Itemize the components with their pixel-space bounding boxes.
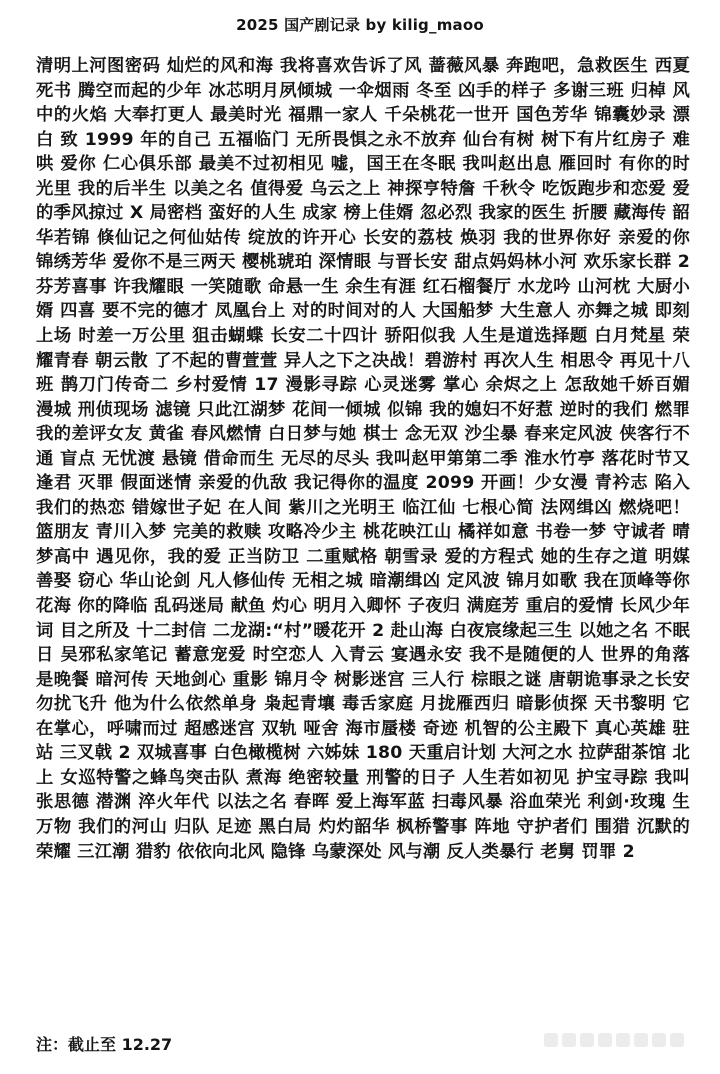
watermark-block: [652, 1033, 666, 1047]
drama-list: 清明上河图密码 灿烂的风和海 我将喜欢告诉了风 蔷薇风暴 奔跑吧，急救医生 西夏死书 腾空而起的少年 冰芯明月夙倾城 一伞烟雨 冬至 凶手的样子 多谢三班 归棹 风中的火焰 大奉打更人 最美时光 福鼎一家人 千朵桃花一世开 国色芳华 锦囊妙录 漂白 致 1999 年的自己 五福临门 无所畏惧之永不放弃 仙台有树 树下有片红房子 难哄 爱你 仁心俱乐部 最美不过初相见 嘘，国王在冬眠 我叫赵出息 雁回时 有你的时光里 我的后半生 以美之名 值得爱 乌云之上 神探亨特詹 千秋令 吃饭跑步和恋爱 爱的季风掠过 X 局密档 蛮好的人生 成家 榜上佳婿 忽必烈 我家的医生 折腰 藏海传 韶华若锦 倏仙记之何仙姑传 绽放的许开心 长安的荔枝 焕羽 我的世界你好 亲爱的你 锦绣芳华 爱你不是三两天 樱桃琥珀 深情眼 与晋长安 甜点妈妈林小河 欢乐家长群 2 芬芳喜事 许我耀眼 一笑随歌 命悬一生 余生有涯 红石榴餐厅 水龙吟 山河枕 大厨小婿 四喜 要不完的德才 凤凰台上 对的时间对的人 大国船梦 大生意人 亦舞之城 即刻上场 时差一万公里 狙击蝴蝶 长安二十四计 骄阳似我 人生是道选择题 白月梵星 荣耀青春 朝云散 了不起的曹萱萱 异人之下之决战！碧游村 再次人生 相思令 再见十八班 鹊刀门传奇二 乡村爱情 17 漫影寻踪 心灵迷雾 掌心 余烬之上 怎敌她千娇百媚 漫城 刑侦现场 滤镜 只此江湖梦 花间一倾城 似锦 我的媳妇不好惹 逆时的我们 燃罪 我的差评女友 黄雀 春风燃情 白日梦与她 棋士 念无双 沙尘暴 春来定风波 侠客行不通 盲点 无忧渡 悬镜 借命而生 无尽的尽头 我叫赵甲第第二季 淮水竹亭 落花时节又逢君 灭罪 假面迷情 亲爱的仇敌 我记得你的温度 2099 开画！少女漫 青衿志 陷入我们的热恋 错嫁世子妃 在人间 紫川之光明王 临江仙 七根心简 法网缉凶 燃烧吧！篮朋友 青川入梦 完美的救赎 攻略冷少主 桃花映江山 橘祥如意 书卷一梦 守诚者 晴梦高中 遇见你，我的爱 正当防卫 二重赋格 朝雪录 爱的方程式 她的生存之道 明媒善娶 窃心 华山论剑 凡人修仙传 无相之城 暗潮缉凶 定风波 锦月如歌 我在顶峰等你 花海 你的降临 乱码迷局 献鱼 灼心 明月入卿怀 子夜归 满庭芳 重启的爱情 长风少年词 目之所及 十二封信 二龙湖:“村”暖花开 2 赴山海 白夜宸缘起三生 以她之名 不眠日 吴邪私家笔记 蓄意宠爱 时空恋人 入青云 宴遇永安 我不是随便的人 世界的角落是晚餐 暗河传 天地剑心 重影 锦月令 树影迷宫 三人行 棕眼之谜 唐朝诡事录之长安 勿扰飞升 他为什么依然单身 枭起青壤 毒舌家庭 月拢雁西归 暗影侦探 天书黎明 它在掌心，呼啸而过 超感迷宫 双轨 哑舍 海市蜃楼 奇迹 机智的公主殿下 真心英雄 驻站 三叉戟 2 双城喜事 白色橄榄树 六姊妹 180 天重启计划 大河之水 拉萨甜茶馆 北上 女巡特警之蜂鸟突击队 煮海 绝密较量 刑警的日子 人生若如初见 护宝寻踪 我叫张思德 潜渊 淬火年代 以法之名 春晖 爱上海军蓝 扫毒风暴 浴血荣光 利剑·玫瑰 生万物 我们的河山 归队 足迹 黑白局 灼灼韶华 枫桥警事 阵地 守护者们 围猎 沉默的荣耀 三江潮 猎豹 依依向北风 隐锋 乌蒙深处 风与潮 反人类暴行 老舅 罚罪 2: [36, 56, 690, 862]
watermark-block: [598, 1033, 612, 1047]
watermark-block: [670, 1033, 684, 1047]
watermark-block: [634, 1033, 648, 1047]
watermark-block: [580, 1033, 594, 1047]
watermark-block: [616, 1033, 630, 1047]
document-title: 2025 国产剧记录 by kilig_maoo: [236, 16, 484, 34]
cutoff-note: 注：截止至 12.27: [36, 1035, 173, 1054]
watermark: [544, 1032, 704, 1048]
watermark-block: [544, 1033, 558, 1047]
watermark-block: [562, 1033, 576, 1047]
